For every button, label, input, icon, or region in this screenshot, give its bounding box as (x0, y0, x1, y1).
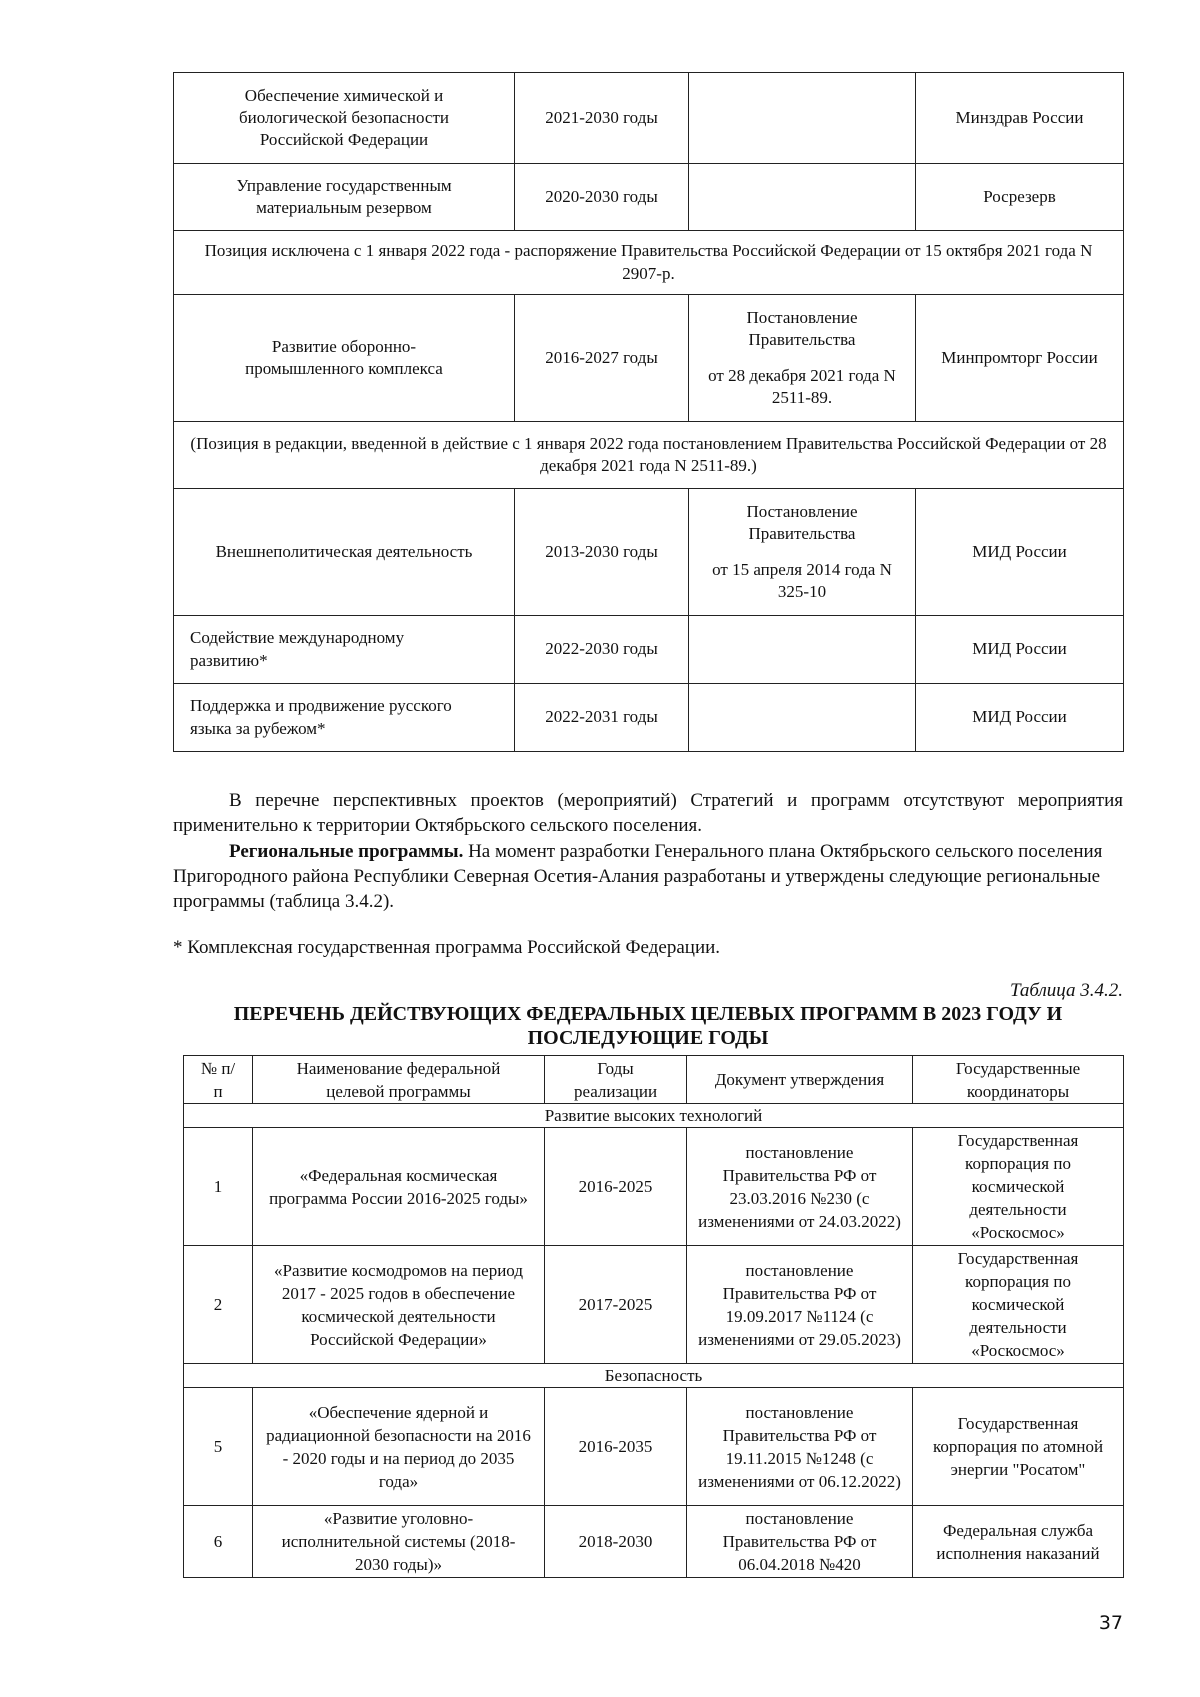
table-row (174, 489, 1124, 616)
row-years: 2016-2035 (545, 1388, 687, 1506)
program-years: 2021-2030 годы (515, 73, 689, 164)
program-coordinator: МИД России (916, 684, 1124, 752)
table-row (184, 1246, 1124, 1364)
position-note: (Позиция в редакции, введенной в действие с 1 января 2022 года постановлением Правительства Российской Федерации от 28 декабря 2021 года N 2511-89.) (174, 422, 1124, 489)
program-years: 2020-2030 годы (515, 164, 689, 231)
row-name: «Развитие космодромов на период 2017 - 2025 годов в обеспечение космической деятельности Российской Федерации» (253, 1246, 545, 1364)
note-row (174, 422, 1124, 489)
program-document (689, 164, 916, 231)
page-number: 37 (1098, 1612, 1123, 1634)
position-note: Позиция исключена с 1 января 2022 года - распоряжение Правительства Российской Федерации от 15 октября 2021 года N 2907-р. (174, 231, 1124, 295)
row-document: постановление Правительства РФ от 23.03.2016 №230 (с изменениями от 24.03.2022) (687, 1128, 913, 1246)
paragraph-projects: В перечне перспективных проектов (мероприятий) Стратегий и программ отсутствуют мероприятия применительно к территории Октябрьского сельского поселения. (173, 790, 1123, 836)
table-heading: ПЕРЕЧЕНЬ ДЕЙСТВУЮЩИХ ФЕДЕРАЛЬНЫХ ЦЕЛЕВЫХ ПРОГРАММ В 2023 ГОДУ И ПОСЛЕДУЮЩИЕ ГОДЫ (233, 1003, 1063, 1049)
row-document: постановление Правительства РФ от 06.04.2018 №420 (687, 1506, 913, 1578)
row-years: 2017-2025 (545, 1246, 687, 1364)
program-coordinator: Минпромторг России (916, 295, 1124, 422)
note-row (174, 231, 1124, 295)
program-name: Поддержка и продвижение русского языка за рубежом* (174, 684, 515, 752)
program-years: 2016-2027 годы (515, 295, 689, 422)
header-number: № п/п (184, 1056, 253, 1104)
document-line: Постановление Правительства (746, 307, 858, 349)
row-years: 2018-2030 (545, 1506, 687, 1578)
program-name: Внешнеполитическая деятельность (174, 489, 515, 616)
program-coordinator: МИД России (916, 489, 1124, 616)
row-number: 6 (184, 1506, 253, 1578)
row-coordinator: Государственная корпорация по космической деятельности «Роскосмос» (913, 1128, 1124, 1246)
table-row (174, 616, 1124, 684)
table-row (184, 1506, 1124, 1578)
program-document (689, 616, 916, 684)
program-name: Содействие международному развитию* (174, 616, 515, 684)
table-row (174, 295, 1124, 422)
program-coordinator: Росрезерв (916, 164, 1124, 231)
section-row (184, 1364, 1124, 1388)
program-years: 2022-2031 годы (515, 684, 689, 752)
table-header (184, 1056, 1124, 1104)
paragraph-regional (173, 839, 1123, 914)
program-coordinator: Минздрав России (916, 73, 1124, 164)
regional-heading: Региональные программы. (229, 841, 464, 862)
program-name: Обеспечение химической и биологической безопасности Российской Федерации (174, 73, 515, 164)
table-row (184, 1388, 1124, 1506)
row-coordinator: Государственная корпорация по атомной энергии "Росатом" (913, 1388, 1124, 1506)
header-document: Документ утверждения (687, 1056, 913, 1104)
header-name: Наименование федеральной целевой программы (253, 1056, 545, 1104)
header-coordinators: Государственные координаторы (913, 1056, 1124, 1104)
document-line: от 15 апреля 2014 года N 325-10 (712, 560, 892, 602)
table-caption: Таблица 3.4.2. (1010, 980, 1123, 1001)
document-line: от 28 декабря 2021 года N 2511-89. (708, 366, 896, 408)
footnote: * Комплексная государственная программа Российской Федерации. (173, 937, 721, 958)
program-name: Управление государственным материальным резервом (174, 164, 515, 231)
federal-programs-table (183, 1055, 1124, 1578)
program-document (689, 489, 916, 616)
table-row (174, 684, 1124, 752)
section-title: Развитие высоких технологий (184, 1104, 1124, 1128)
row-document: постановление Правительства РФ от 19.11.2015 №1248 (с изменениями от 06.12.2022) (687, 1388, 913, 1506)
program-name: Развитие оборонно-промышленного комплекса (174, 295, 515, 422)
table-row (174, 164, 1124, 231)
program-document (689, 73, 916, 164)
row-document: постановление Правительства РФ от 19.09.2017 №1124 (с изменениями от 29.05.2023) (687, 1246, 913, 1364)
row-coordinator: Государственная корпорация по космической деятельности «Роскосмос» (913, 1246, 1124, 1364)
row-name: «Развитие уголовно-исполнительной системы (2018-2030 годы)» (253, 1506, 545, 1578)
row-name: «Федеральная космическая программа России 2016-2025 годы» (253, 1128, 545, 1246)
table-row (184, 1128, 1124, 1246)
row-number: 1 (184, 1128, 253, 1246)
section-title: Безопасность (184, 1364, 1124, 1388)
table-row (174, 73, 1124, 164)
program-document (689, 684, 916, 752)
section-row (184, 1104, 1124, 1128)
row-name: «Обеспечение ядерной и радиационной безопасности на 2016 - 2020 годы и на период до 2035 года» (253, 1388, 545, 1506)
program-years: 2022-2030 годы (515, 616, 689, 684)
header-years: Годы реализации (545, 1056, 687, 1104)
row-coordinator: Федеральная служба исполнения наказаний (913, 1506, 1124, 1578)
program-coordinator: МИД России (916, 616, 1124, 684)
regional-text: На момент разработки Генерального плана Октябрьского сельского поселения Пригородного района Республики Северная Осетия-Алания разработаны и утверждены следующие региональные программы (таблица 3.4.2). (173, 841, 1103, 912)
program-document (689, 295, 916, 422)
document-line: Постановление Правительства (746, 501, 858, 543)
program-years: 2013-2030 годы (515, 489, 689, 616)
row-years: 2016-2025 (545, 1128, 687, 1246)
row-number: 2 (184, 1246, 253, 1364)
programs-table-continued (173, 72, 1124, 752)
row-number: 5 (184, 1388, 253, 1506)
